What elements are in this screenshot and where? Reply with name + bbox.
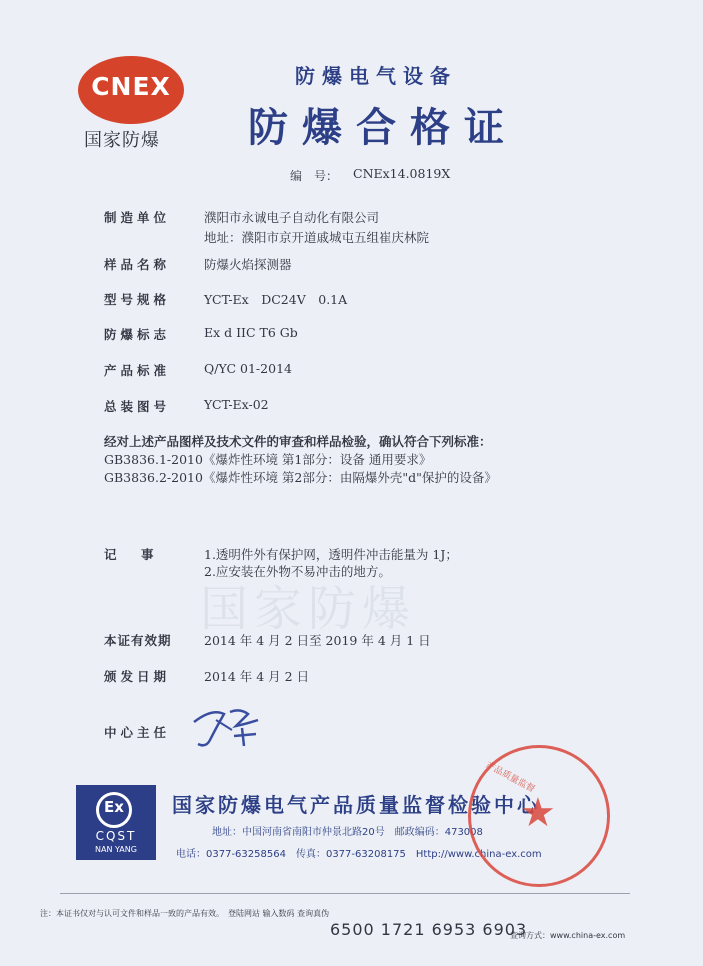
issue-date-value: 2014 年 4 月 2 日 [204, 669, 310, 684]
field-label-manufacturer: 制造单位 [104, 210, 171, 225]
field-label-drawing-no: 总装图号 [104, 399, 171, 414]
notes-label: 记 事 [104, 547, 160, 562]
validity-label: 本证有效期 [104, 633, 172, 648]
badge-cqst-text: CQST [95, 829, 137, 843]
field-value-ex-marking: Ex d IIC T6 Gb [204, 325, 298, 340]
validity-value: 2014 年 4 月 2 日至 2019 年 4 月 1 日 [204, 633, 431, 648]
badge-city-text: NAN YANG [95, 845, 137, 854]
logo-brand: CNEX [91, 72, 171, 101]
field-label-ex-marking: 防爆标志 [104, 327, 171, 342]
logo-subtitle: 国家防爆 [84, 130, 160, 151]
anti-fake-code: 6500 1721 6953 6903 [330, 920, 528, 939]
number-label: 编 号： [290, 169, 339, 183]
footer-divider [60, 893, 630, 894]
field-value-drawing-no: YCT-Ex-02 [204, 397, 269, 412]
signature-image [186, 700, 276, 752]
field-value-sample-name: 防爆火焰探测器 [204, 257, 292, 272]
standard-line: GB3836.2-2010《爆炸性环境 第2部分：由隔爆外壳"d"保护的设备》 [104, 470, 497, 485]
director-label: 中心主任 [104, 725, 171, 740]
seal-text: 产品质量监督 [483, 760, 537, 795]
note-line: 2.应安装在外物不易冲击的地方。 [204, 564, 391, 579]
watermark-text: 国家防爆 [200, 581, 417, 637]
standard-line: GB3836.1-2010《爆炸性环境 第1部分：设备 通用要求》 [104, 452, 432, 467]
certificate-category: 防爆电气设备 [295, 64, 457, 88]
field-value-product-standard: Q/YC 01-2014 [204, 361, 292, 376]
page-title: 防爆合格证 [248, 105, 518, 151]
field-label-product-standard: 产品标准 [104, 363, 171, 378]
field-label-sample-name: 样品名称 [104, 257, 171, 272]
organization-contact: 电话：0377-63258564 传真：0377-63208175 Http://www.china-ex.com [176, 849, 542, 860]
organization-address: 地址：中国河南省南阳市仲景北路20号 邮政编码：473008 [212, 827, 483, 838]
organization-name: 国家防爆电气产品质量监督检验中心 [172, 793, 540, 817]
issue-date-label: 颁发日期 [104, 669, 171, 684]
field-value-manufacturer: 濮阳市永诚电子自动化有限公司 [204, 210, 380, 225]
field-value-model: YCT-Ex DC24V 0.1A [204, 292, 348, 307]
note-line: 1.透明件外有保护网，透明件冲击能量为 1J； [204, 547, 458, 562]
field-label-model: 型号规格 [104, 292, 171, 307]
footer-note: 注：本证书仅对与认可文件和样品一致的产品有效。 登陆网站 输入数码 查询真伪 [40, 909, 330, 918]
certificate-number: CNEx14.0819X [353, 166, 451, 181]
field-value-address: 地址：濮阳市京开道戚城屯五组崔庆林院 [204, 230, 430, 245]
star-icon: ★ [520, 790, 556, 836]
query-info: 查询方式：www.china-ex.com [510, 931, 626, 940]
standards-intro: 经对上述产品图样及技术文件的审查和样品检验，确认符合下列标准： [104, 434, 492, 449]
badge-ex-text: Ex [104, 798, 124, 816]
